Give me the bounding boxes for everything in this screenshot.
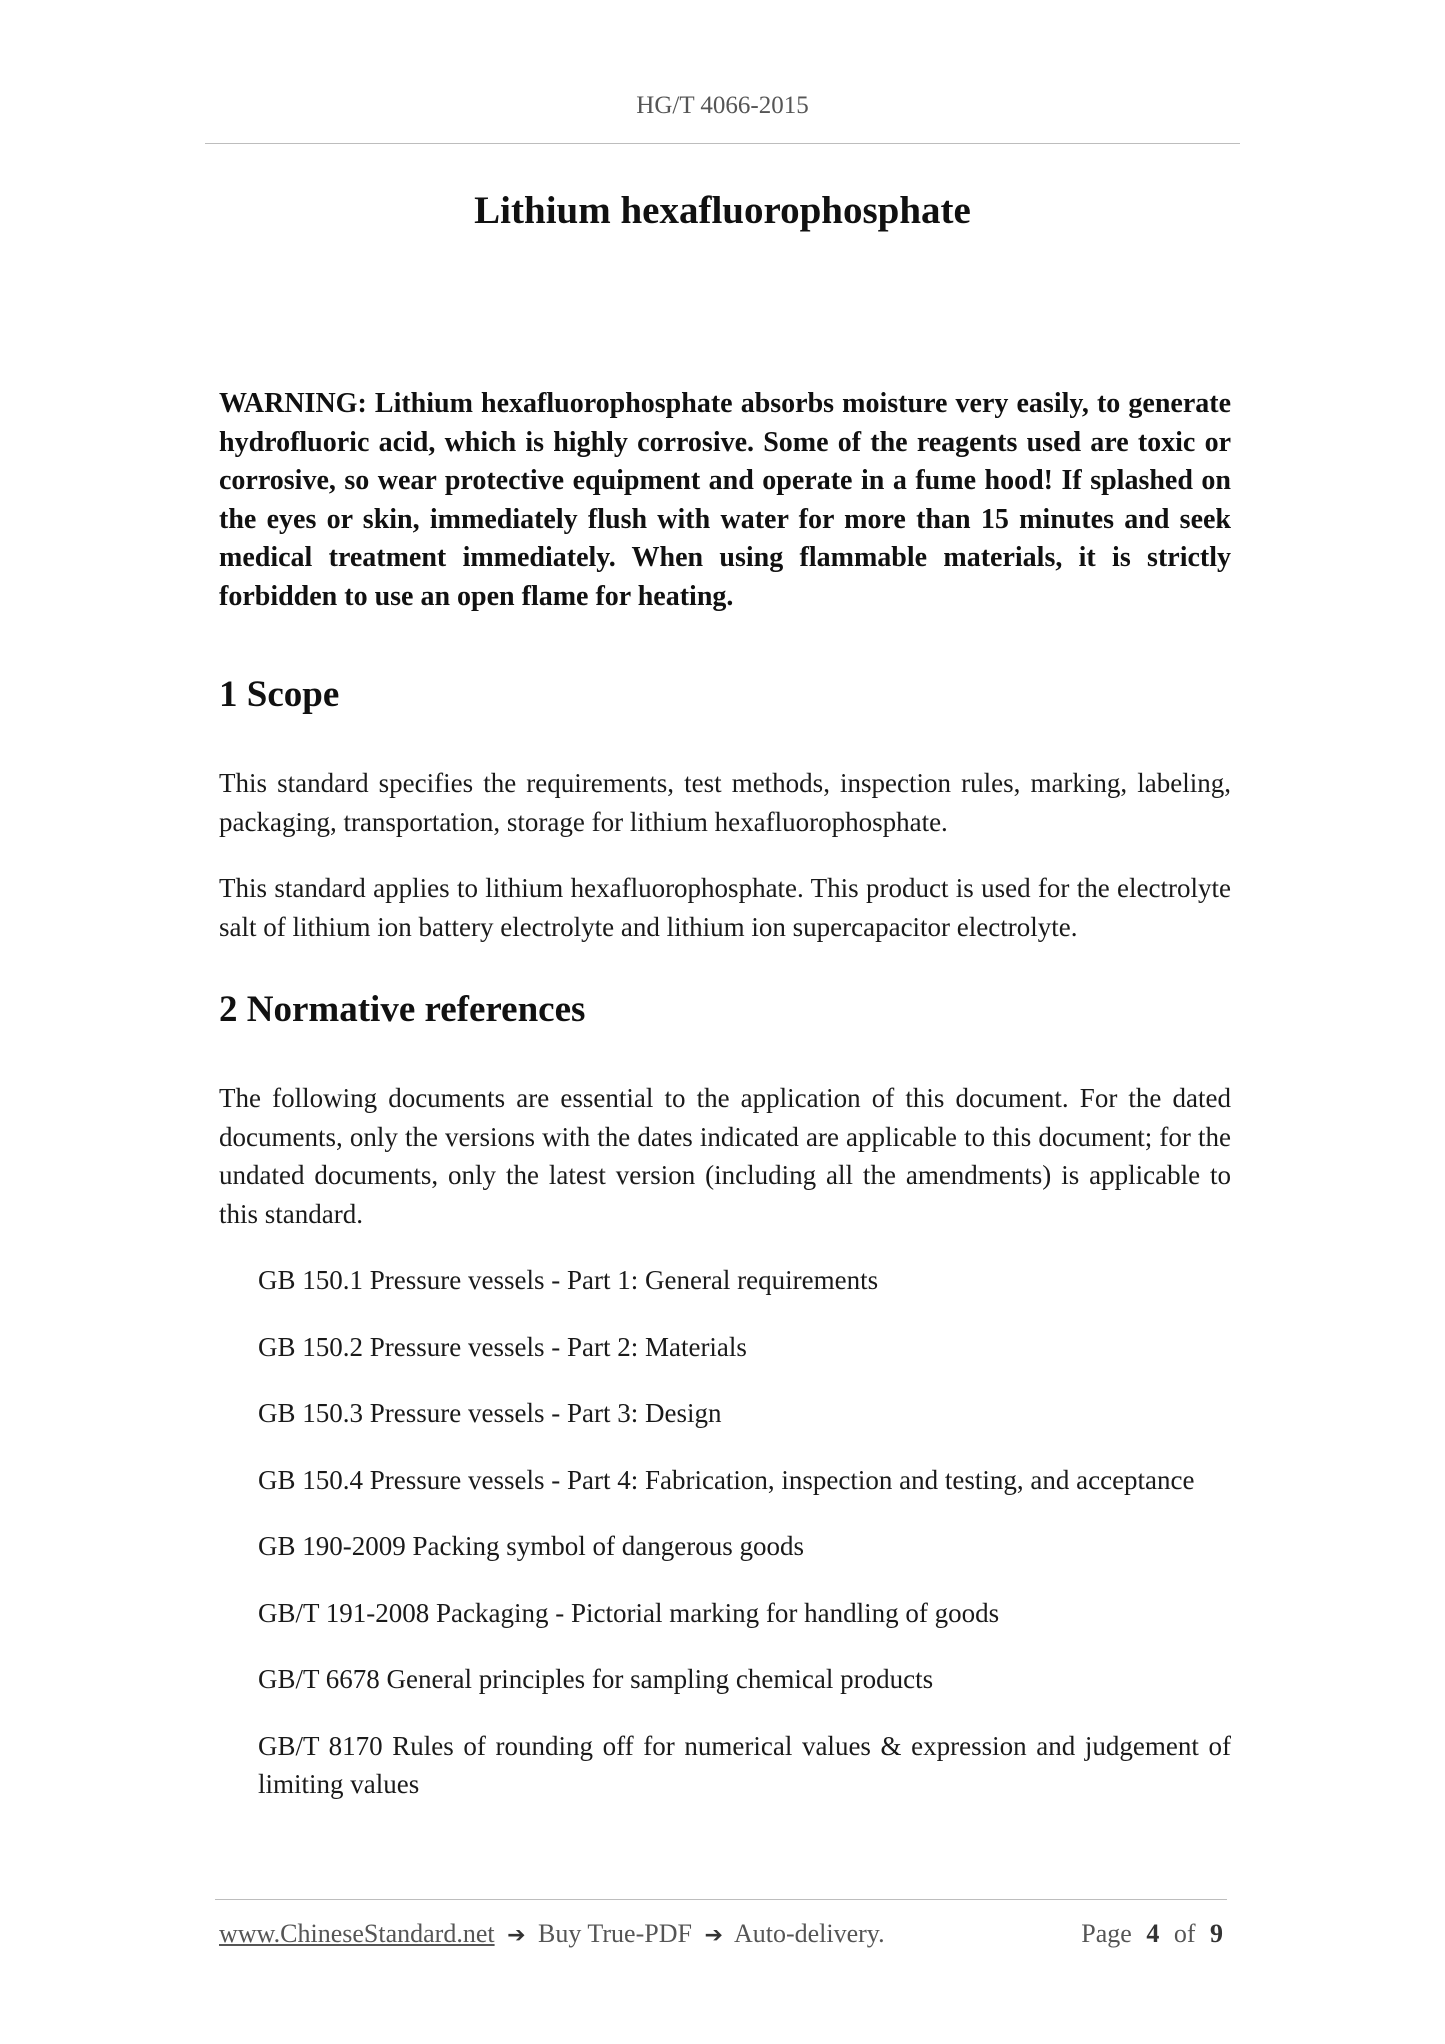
reference-item: GB 150.3 Pressure vessels - Part 3: Design	[258, 1398, 722, 1428]
header-divider	[205, 143, 1240, 144]
running-header: HG/T 4066-2015	[636, 92, 809, 119]
reference-list	[219, 1261, 1231, 1804]
footer-divider	[215, 1899, 1227, 1900]
section-heading-scope: 1 Scope	[219, 674, 340, 715]
section-heading-normative-references: 2 Normative references	[219, 989, 586, 1030]
document-title: Lithium hexafluorophosphate	[474, 189, 971, 232]
normative-references-intro: The following documents are essential to the application of this document. For the dated documents, only the versions with the dates indicated are applicable to this document; for the undated documents, only the latest version (including all the amendments) is applicable to this standard.	[219, 1083, 1231, 1229]
reference-item: GB 150.1 Pressure vessels - Part 1: General requirements	[258, 1265, 879, 1295]
document-body	[219, 385, 1231, 1832]
reference-item: GB 150.2 Pressure vessels - Part 2: Materials	[258, 1331, 747, 1362]
page-number	[1081, 1919, 1231, 1949]
chinesestandard-link[interactable]: www.ChineseStandard.net	[219, 1919, 495, 1948]
reference-item: GB 150.4 Pressure vessels - Part 4: Fabrication, inspection and testing, and acceptance	[258, 1464, 1195, 1495]
page-label: Page	[1081, 1919, 1132, 1948]
scope-paragraph-1: This standard specifies the requirements, test methods, inspection rules, marking, labeling, packaging, transportation, storage for lithium hexafluorophosphate.	[219, 768, 1231, 837]
warning-notice: WARNING: Lithium hexafluorophosphate absorbs moisture very easily, to generate hydrofluoric acid, which is highly corrosive. Some of the reagents used are toxic or corrosive, so wear protective equipment and operate in a fume hood! If splashed on the eyes or skin, immediately flush with water for more than 15 minutes and seek medical treatment immediately. When using flammable materials, it is strictly forbidden to use an open flame for heating.	[219, 388, 1231, 612]
reference-item: GB/T 6678 General principles for sampling chemical products	[258, 1664, 934, 1694]
total-page-number: 9	[1210, 1919, 1223, 1948]
buy-true-pdf-text: Buy True-PDF	[538, 1919, 692, 1948]
auto-delivery-text: Auto-delivery.	[733, 1919, 885, 1948]
of-label: of	[1173, 1919, 1196, 1948]
current-page-number: 4	[1146, 1919, 1160, 1948]
reference-item: GB/T 191-2008 Packaging - Pictorial marking for handling of goods	[258, 1597, 1000, 1628]
arrow-right-icon: ➔	[704, 1923, 723, 1948]
footer-promo	[219, 1919, 885, 1949]
scope-paragraph-2: This standard applies to lithium hexafluorophosphate. This product is used for the electrolyte salt of lithium ion battery electrolyte and lithium ion supercapacitor electrolyte.	[219, 873, 1231, 942]
arrow-right-icon: ➔	[507, 1923, 526, 1948]
reference-item: GB/T 8170 Rules of rounding off for numerical values & expression and judgement of limiting values	[258, 1730, 1231, 1799]
reference-item: GB 190-2009 Packing symbol of dangerous goods	[258, 1531, 804, 1561]
